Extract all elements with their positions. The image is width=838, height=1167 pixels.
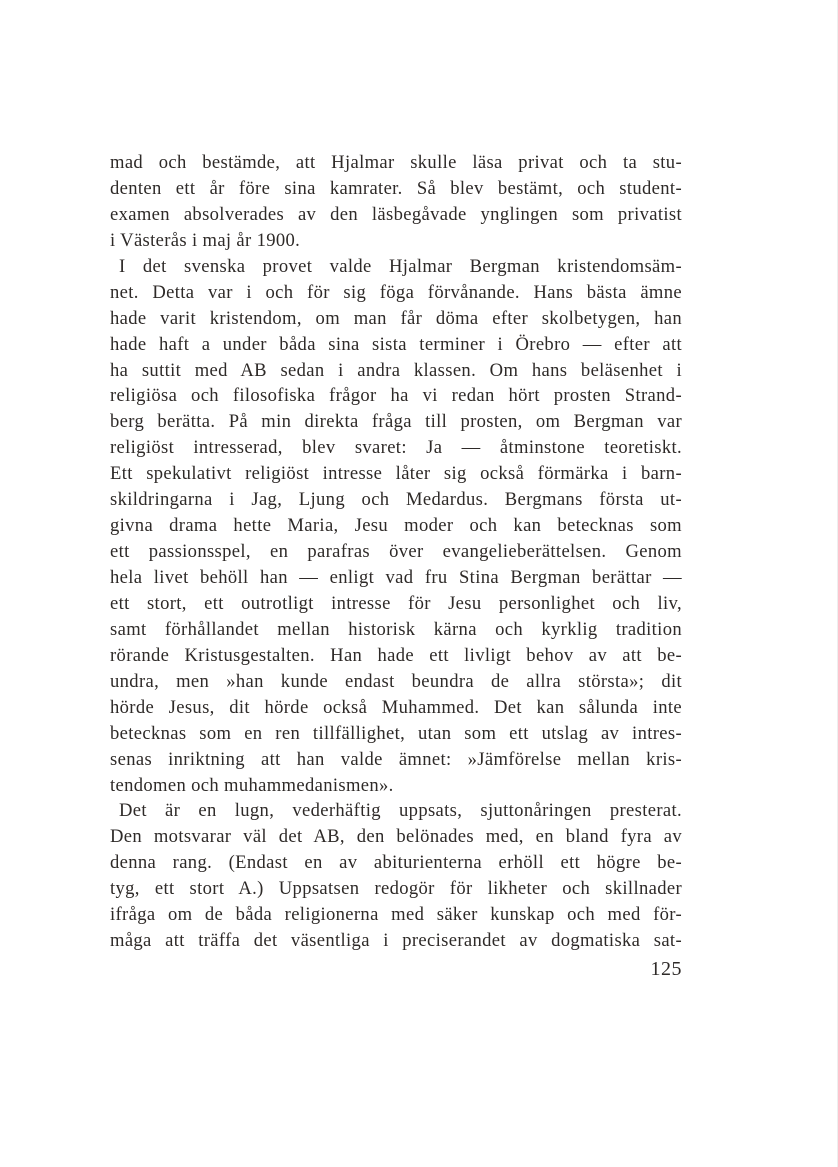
text-line: ifråga om de båda religionerna med säker kunskap och med för- — [110, 904, 682, 926]
text-line: Det är en lugn, vederhäftig uppsats, sjuttonåringen presterat. — [119, 800, 682, 822]
text-line: hörde Jesus, dit hörde också Muhammed. Det kan sålunda inte — [110, 696, 682, 718]
page-number: 125 — [650, 958, 682, 980]
text-line: ett passionsspel, en parafras över evangelieberättelsen. Genom — [110, 541, 682, 563]
text-line: givna drama hette Maria, Jesu moder och kan betecknas som — [110, 515, 682, 537]
text-line: tyg, ett stort A.) Uppsatsen redogör för likheter och skillnader — [110, 878, 682, 900]
text-line: hade varit kristendom, om man får döma efter skolbetygen, han — [110, 307, 682, 329]
text-line: måga att träffa det väsentliga i preciserandet av dogmatiska sat- — [110, 930, 682, 952]
text-line: senas inriktning att han valde ämnet: »Jämförelse mellan kris- — [110, 748, 682, 770]
text-line: hela livet behöll han — enligt vad fru Stina Bergman berättar — — [110, 567, 682, 588]
text-line: skildringarna i Jag, Ljung och Medardus. Bergmans första ut- — [110, 489, 682, 511]
text-line: Den motsvarar väl det AB, den belönades med, en bland fyra av — [110, 826, 682, 848]
text-line: examen absolverades av den läsbegåvade ynglingen som privatist — [110, 203, 682, 225]
text-line: undra, men »han kunde endast beundra de allra största»; dit — [110, 670, 682, 692]
text-line: ha suttit med AB sedan i andra klassen. Om hans beläsenhet i — [110, 359, 682, 381]
text-line: religiöst intresserad, blev svaret: Ja — åtminstone teoretiskt. — [110, 437, 682, 459]
text-line: rörande Kristusgestalten. Han hade ett livligt behov av att be- — [110, 644, 682, 666]
text-line: tendomen och muhammedanismen». — [110, 774, 394, 796]
text-line: ett stort, ett outrotligt intresse för Jesu personlighet och liv, — [110, 592, 682, 614]
body-text — [110, 150, 682, 954]
text-line: berg berätta. På min direkta fråga till prosten, om Bergman var — [110, 411, 682, 433]
text-line: i Västerås i maj år 1900. — [110, 229, 301, 251]
text-line: denten ett år före sina kamrater. Så blev bestämt, och student- — [110, 177, 682, 199]
text-line: hade haft a under båda sina sista terminer i Örebro — efter att — [110, 333, 682, 355]
text-line: betecknas som en ren tillfällighet, utan som ett utslag av intres- — [110, 722, 682, 744]
text-line: mad och bestämde, att Hjalmar skulle läsa privat och ta stu- — [110, 152, 682, 173]
text-line: religiösa och filosofiska frågor ha vi redan hört prosten Strand- — [110, 385, 682, 407]
text-line: Ett spekulativt religiöst intresse låter sig också förmärka i barn- — [110, 463, 682, 485]
text-line: denna rang. (Endast en av abiturienterna erhöll ett högre be- — [110, 852, 682, 874]
text-line: net. Detta var i och för sig föga förvånande. Hans bästa ämne — [110, 281, 682, 303]
text-line: I det svenska provet valde Hjalmar Bergman kristendomsäm- — [119, 255, 682, 277]
text-line: samt förhållandet mellan historisk kärna och kyrklig tradition — [110, 618, 682, 640]
